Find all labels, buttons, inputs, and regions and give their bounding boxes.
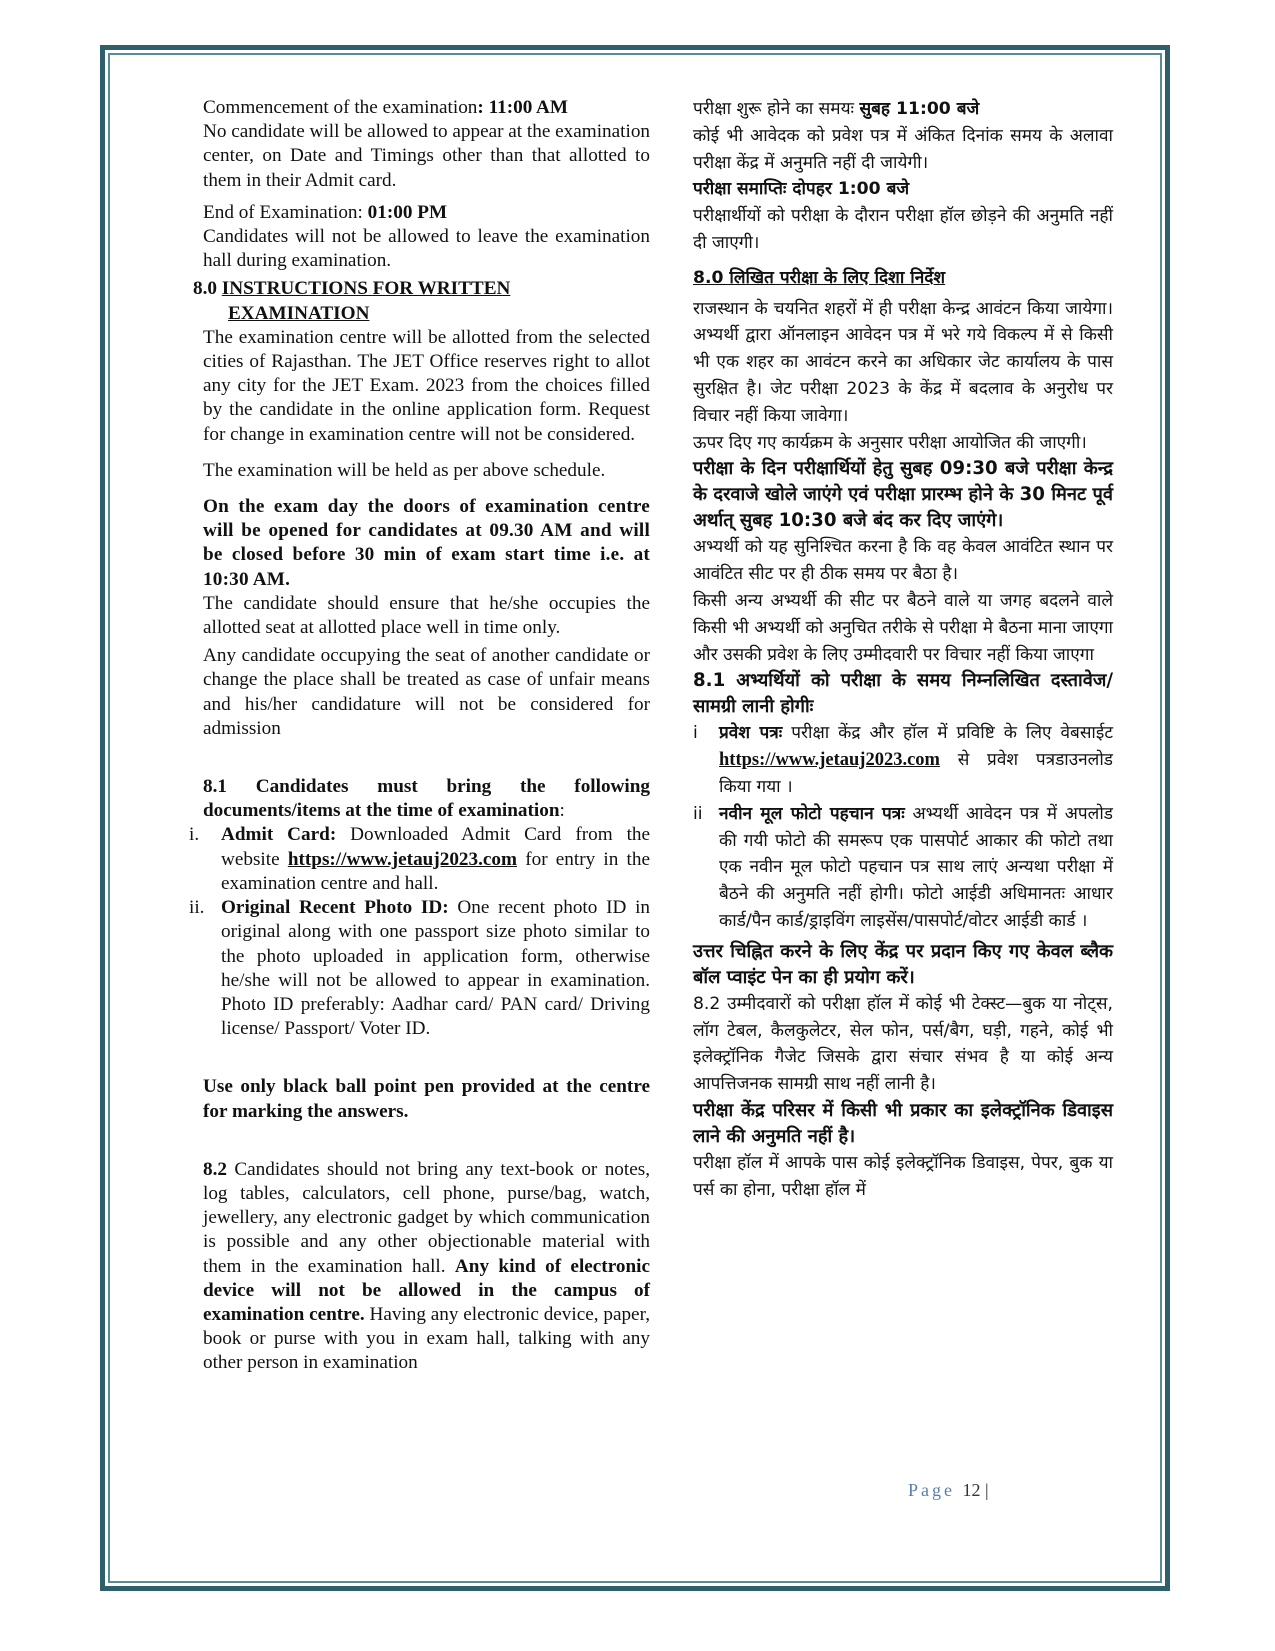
no-candidate-para: No candidate will be allowed to appear at the examination center, on Date and Timings other than that allotted to them in their Admit card. bbox=[203, 121, 651, 191]
english-column bbox=[189, 96, 651, 1376]
pen-note: Use only black ball point pen provided at the centre for marking the answers. bbox=[203, 1076, 650, 1122]
hi-electronic-device-bold: परीक्षा केंद्र परिसर में किसी भी प्रकार का इलेक्ट्रॉनिक डिवाइस लाने की अनुमति नहीं है। bbox=[693, 1099, 1113, 1147]
hi-another-seat-para: किसी अन्य अभ्यर्थी की सीट पर बैठने वाले या जगह बदलने वाले किसी भी अभ्यर्थी को अनुचित तरीके से परीक्षा मे बैठना माना जाएगा और उसकी प्रवेश के लिए उम्मीदवारी पर विचार नहीं किया जाएगा bbox=[693, 590, 1113, 665]
hi-centre-allotment-para: राजस्थान के चयनित शहरों में ही परीक्षा केन्द्र आवंटन किया जायेगा। अभ्यर्थी द्वारा ऑनलाइन आवेदन पत्र में भरे गये विकल्प में से किसी भी एक शहर का आवंटन करने का अधिकार जेट कार्यालय के पास सुरक्षित है। जेट परीक्षा 2023 के केंद्र में बदलाव के अनुरोध पर विचार नहीं किया जावेगा। bbox=[693, 298, 1113, 426]
ensure-seat-para: The candidate should ensure that he/she occupies the allotted seat at allotted place well in time only. bbox=[203, 592, 650, 639]
hi-section-8-heading: 8.0 लिखित परीक्षा के लिए दिशा निर्देश bbox=[693, 267, 946, 288]
end-line: End of Examination: 01:00 PM bbox=[203, 201, 448, 223]
list-item-admit-card: i. Admit Card: Downloaded Admit Card from the website https://www.jetauj2023.com for entry in the examination centre and hall. bbox=[189, 824, 651, 894]
hi-section-8-2-para: 8.2 उम्मीदवारों को परीक्षा हॉल में कोई भी टेक्स्ट—बुक या नोट्स, लॉग टेबल, कैलकुलेटर, सेल फोन, पर्स/बैग, घड़ी, गहने, कोई भी इलेक्ट्रॉनिक गैजेट जिसके द्वारा संचार संभव है या कोई अन्य आपत्तिजनक सामग्री साथ नहीं लानी है। bbox=[693, 993, 1113, 1095]
hi-section-8-2-tail: परीक्षा हॉल में आपके पास कोई इलेक्ट्रॉनिक डिवाइस, पेपर, बुक या पर्स का होना, परीक्षा हॉल में bbox=[693, 1152, 1113, 1200]
centre-allotment-para: The examination centre will be allotted from the selected cities of Rajasthan. The JET Office reserves right to allot any city for the JET Exam. 2023 from the choices filled by the candidate in the online application form. Request for change in examination centre will not be considered. bbox=[203, 326, 650, 445]
page-number: 12 bbox=[962, 1480, 981, 1500]
commencement-line: Commencement of the examination: 11:00 AM bbox=[203, 97, 569, 118]
hi-end-line: परीक्षा समाप्तिः दोपहर 1:00 बजे bbox=[693, 179, 910, 200]
hi-schedule-para: ऊपर दिए गए कार्यक्रम के अनुसार परीक्षा आयोजित की जाएगी। bbox=[693, 432, 1087, 453]
hi-website-link[interactable]: https://www.jetauj2023.com bbox=[719, 750, 940, 771]
hi-section-8-1-para: 8.1 अभ्यर्थियों को परीक्षा के समय निम्नलिखित दस्तावेज/सामग्री लानी होगीः bbox=[693, 670, 1113, 718]
hi-commencement-line: परीक्षा शुरू होने का समयः सुबह 11:00 बजे bbox=[693, 99, 980, 119]
doors-open-para: On the exam day the doors of examination centre will be opened for candidates at 09.30 AM and will be closed before 30 min of exam start time i.e. at 10:30 AM. bbox=[203, 496, 650, 590]
not-leave-para: Candidates will not be allowed to leave the examination hall during examination. bbox=[203, 226, 650, 272]
hi-not-leave-para: परीक्षार्थीयों को परीक्षा के दौरान परीक्षा हॉल छोड़ने की अनुमति नहीं दी जाएगी। bbox=[693, 206, 1113, 253]
hi-pen-note: उत्तर चिह्नित करने के लिए केंद्र पर प्रदान किए गए केवल ब्लैक बॉल प्वाइंट पेन का ही प्रयोग करें। bbox=[693, 940, 1113, 988]
another-seat-para: Any candidate occupying the seat of another candidate or change the place shall be treated as case of unfair means and his/her candidature will not be considered for admission bbox=[203, 645, 650, 739]
hi-no-candidate-para: कोई भी आवेदक को प्रवेश पत्र में अंकित दिनांक समय के अलावा परीक्षा केंद्र में अनुमति नहीं दी जायेगी। bbox=[693, 125, 1113, 173]
website-link[interactable]: https://www.jetauj2023.com bbox=[287, 848, 517, 870]
page-word: Page bbox=[908, 1480, 955, 1500]
section-8-2-para: 8.2 Candidates should not bring any text-book or notes, log tables, calculators, cell phone, purse/bag, watch, jewellery, any electronic gadget by which communication is possible and any other objectionable material with them in the examination hall. Any kind of electronic device will not be allowed in the campus of examination centre. Having any electronic device, paper, book or purse with you in exam hall, talking with any other person in examination bbox=[203, 1158, 650, 1374]
hi-doors-open-para: परीक्षा के दिन परीक्षार्थियों हेतु सुबह 09:30 बजे परीक्षा केन्द्र के दरवाजे खोले जाएंगे एवं परीक्षा प्रारम्भ होने के 30 मिनट पूर्व अर्थात् सुबह 10:30 बजे बंद कर दिए जाएंगे। bbox=[693, 458, 1113, 532]
list-item-photo-id: ii. Original Recent Photo ID: One recent photo ID in original along with one passport size photo similar to the photo uploaded in application form, otherwise he/she will not be allowed to appear in examination. Photo ID preferably: Aadhar card/ PAN card/ Driving license/ Passport/ Voter ID. bbox=[189, 897, 650, 1040]
section-8-1-para: 8.1 Candidates must bring the following documents/items at the time of examination: bbox=[203, 776, 650, 822]
hindi-column bbox=[693, 96, 1113, 1204]
hi-list-item-admit-card: i प्रवेश पत्रः परीक्षा केंद्र और हॉल में प्रविष्टि के लिए वेबसाईट https://www.jetauj2023.com से प्रवेश पत्रडाउनलोड किया गया । bbox=[693, 723, 1113, 797]
page-footer: Page 12 | bbox=[908, 1480, 989, 1500]
schedule-para: The examination will be held as per above schedule. bbox=[203, 459, 606, 481]
section-8-heading: 8.0 INSTRUCTIONS FOR WRITTEN EXAMINATION bbox=[193, 278, 511, 324]
hi-ensure-seat-para: अभ्यर्थी को यह सुनिश्चित करना है कि वह केवल आवंटित स्थान पर आवंटित सीट पर ही ठीक समय पर बैठा है। bbox=[693, 537, 1113, 585]
hi-list-item-photo-id: ii नवीन मूल फोटो पहचान पत्रः अभ्यर्थी आवेदन पत्र में अपलोड की गयी फोटो की समरूप एक पासपोर्ट आकार की फोटो तथा एक नवीन मूल फोटो पहचान पत्र साथ लाएं अन्यथा परीक्षा में बैठने की अनुमति नहीं होगी। फोटो आईडी अधिमानतः आधार कार्ड/पैन कार्ड/ड्राइविंग लाइसेंस/पासपोर्ट/वोटर आईडी कार्ड । bbox=[693, 803, 1113, 931]
